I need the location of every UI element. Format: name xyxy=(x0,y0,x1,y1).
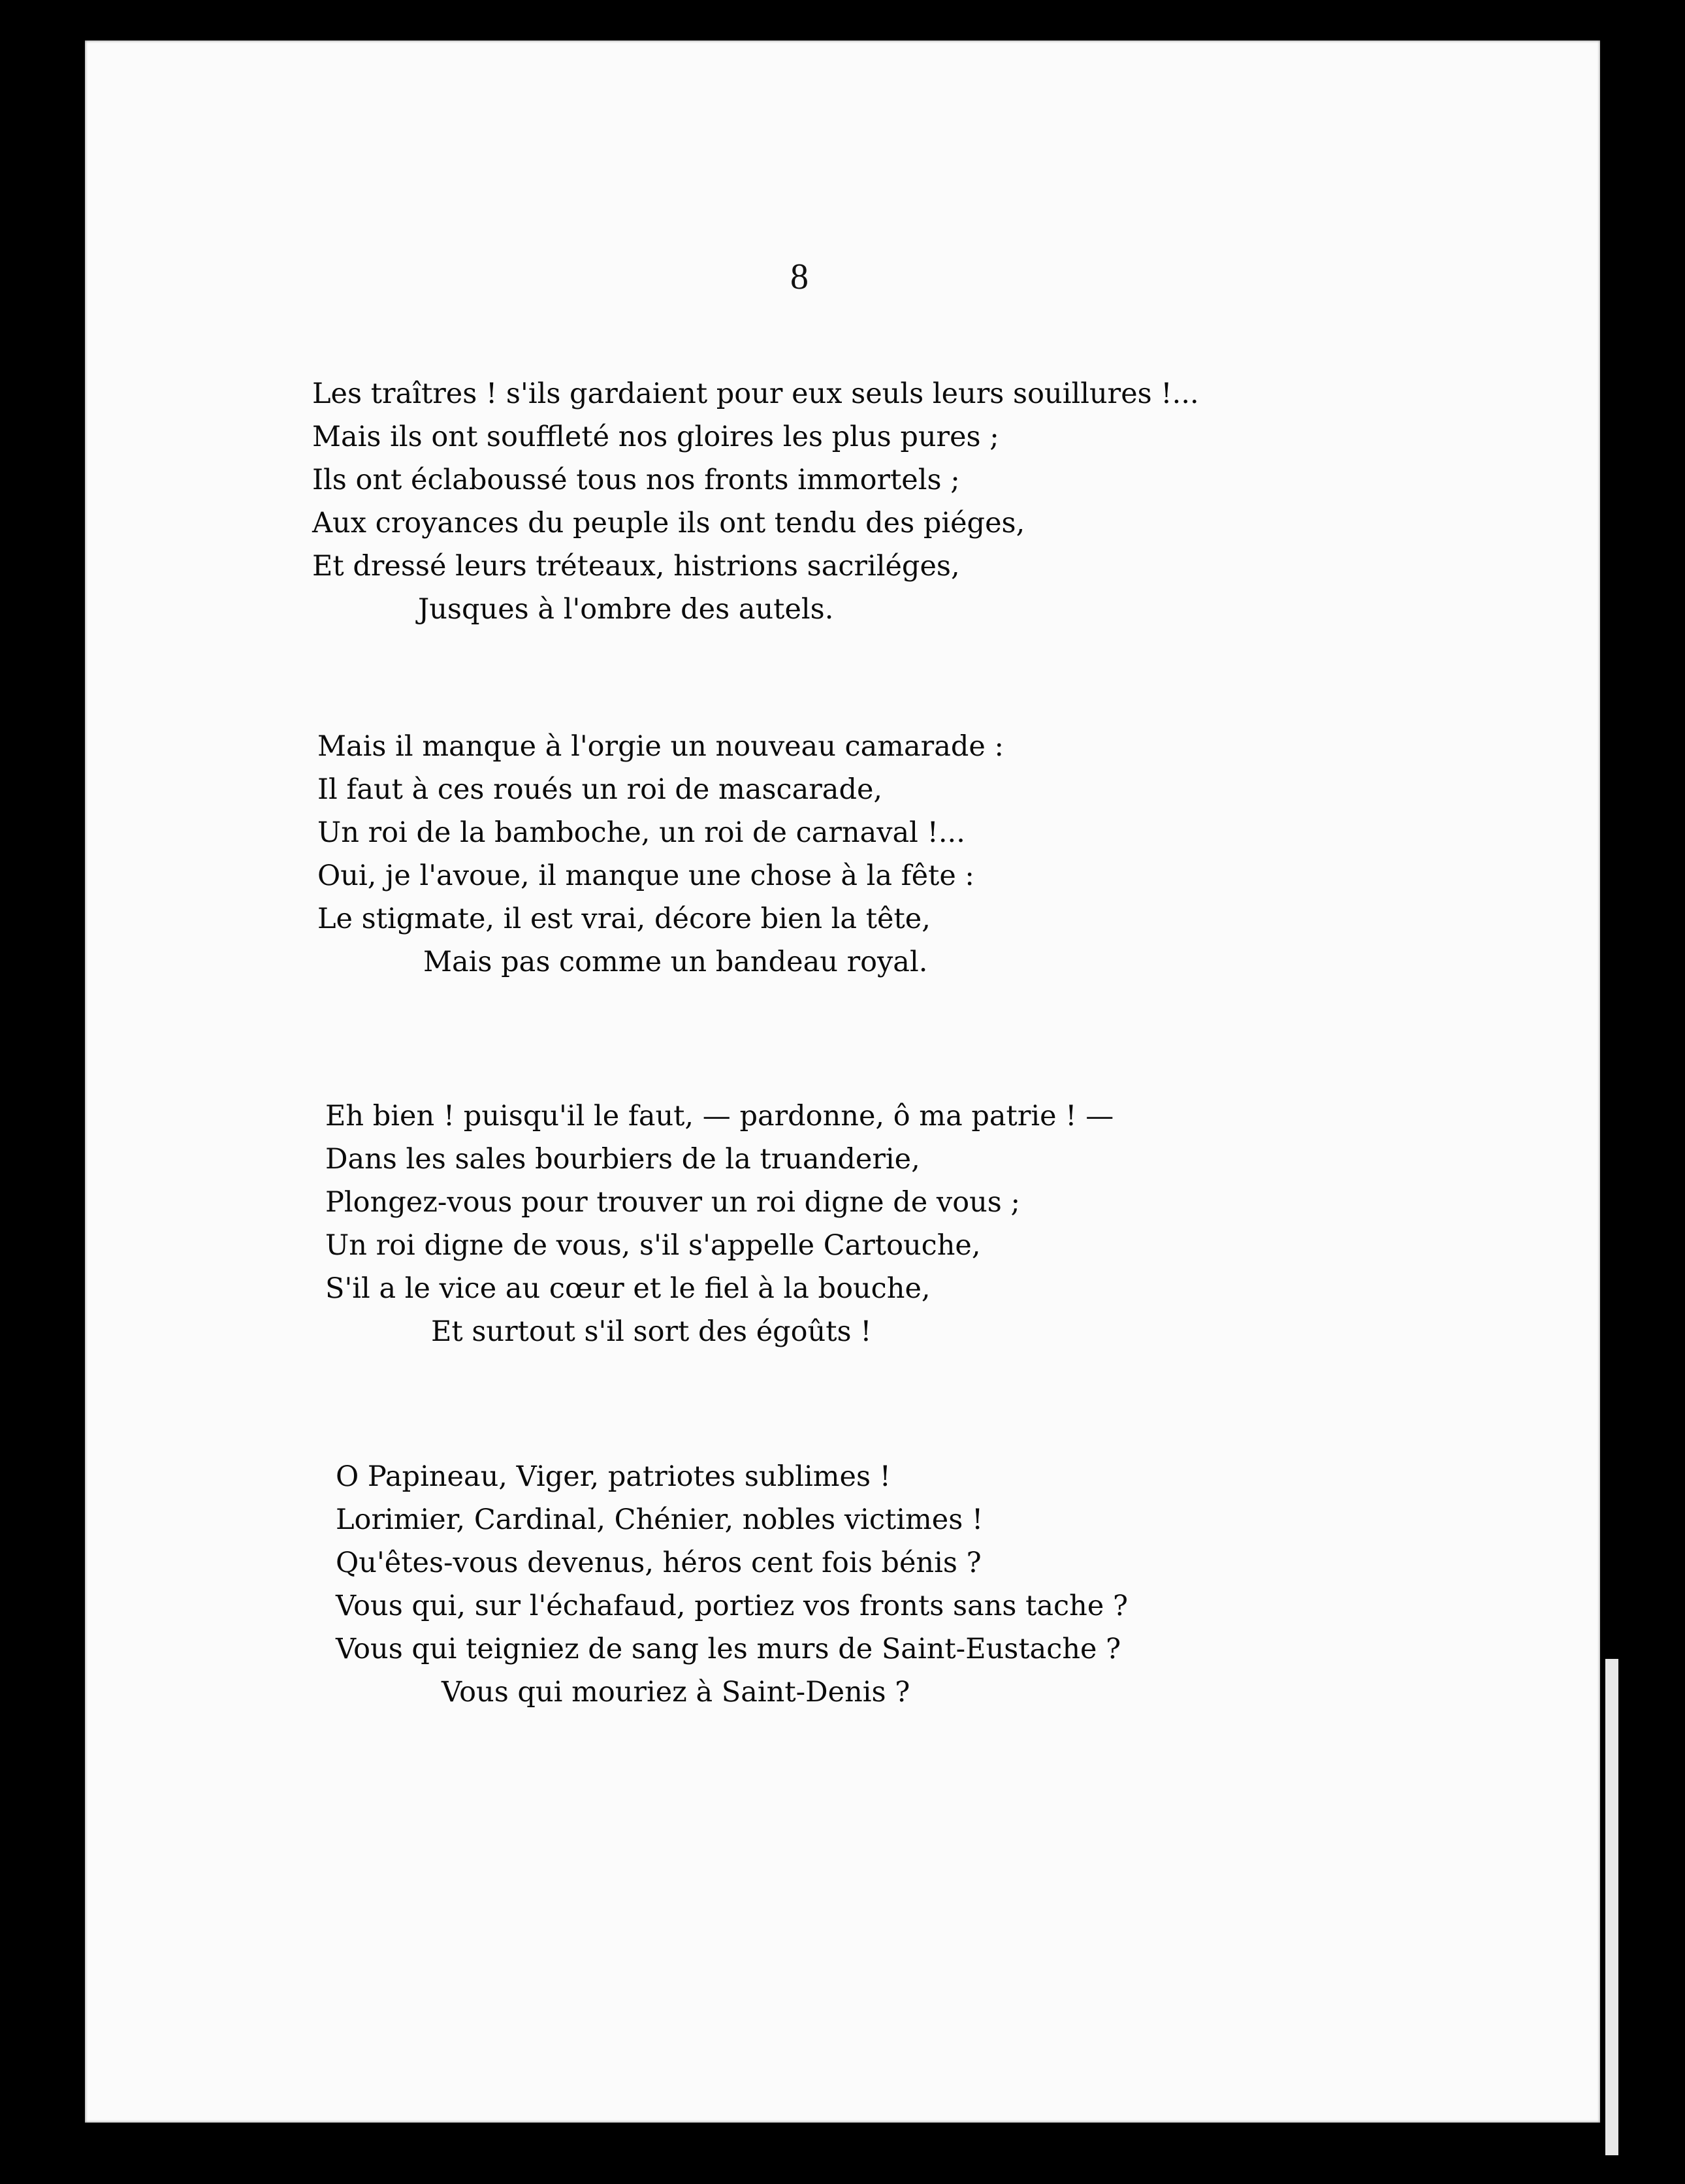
verse-line: Mais ils ont souffleté nos gloires les plus pures ; xyxy=(312,421,999,453)
verse-line-refrain: Et surtout s'il sort des égoûts ! xyxy=(431,1315,872,1348)
paper-page xyxy=(85,40,1600,2123)
verse-line: Plongez-vous pour trouver un roi digne de vous ; xyxy=(325,1186,1021,1219)
verse-line-refrain: Mais pas comme un bandeau royal. xyxy=(423,946,928,978)
verse-line: Aux croyances du peuple ils ont tendu des piéges, xyxy=(312,507,1025,539)
verse-line: Ils ont éclaboussé tous nos fronts immortels ; xyxy=(312,464,960,496)
verse-line: S'il a le vice au cœur et le fiel à la bouche, xyxy=(325,1272,931,1305)
verse-line: Il faut à ces roués un roi de mascarade, xyxy=(317,773,883,806)
verse-line: Oui, je l'avoue, il manque une chose à la fête : xyxy=(317,859,974,892)
verse-line: Et dressé leurs tréteaux, histrions sacriléges, xyxy=(312,550,960,583)
verse-line: Les traîtres ! s'ils gardaient pour eux seuls leurs souillures !... xyxy=(312,377,1199,410)
verse-line-refrain: Vous qui mouriez à Saint-Denis ? xyxy=(441,1676,910,1709)
page-number: 8 xyxy=(790,257,809,297)
stanza-4 xyxy=(336,1455,1128,1714)
verse-line: Lorimier, Cardinal, Chénier, nobles victimes ! xyxy=(336,1503,984,1536)
verse-line: Vous qui, sur l'échafaud, portiez vos fronts sans tache ? xyxy=(336,1590,1129,1622)
verse-line: Mais il manque à l'orgie un nouveau camarade : xyxy=(317,730,1004,763)
verse-line: Eh bien ! puisqu'il le faut, — pardonne, ô ma patrie ! — xyxy=(325,1100,1114,1132)
verse-line: Vous qui teigniez de sang les murs de Saint-Eustache ? xyxy=(336,1633,1121,1665)
verse-line: Un roi digne de vous, s'il s'appelle Cartouche, xyxy=(325,1229,981,1262)
verse-line: O Papineau, Viger, patriotes sublimes ! xyxy=(336,1460,891,1493)
stanza-3 xyxy=(325,1095,1114,1353)
verse-line: Le stigmate, il est vrai, décore bien la tête, xyxy=(317,903,931,935)
stanza-1 xyxy=(312,372,1199,631)
stanza-2 xyxy=(317,725,1004,984)
verse-line-refrain: Jusques à l'ombre des autels. xyxy=(418,593,834,626)
verse-line: Un roi de la bamboche, un roi de carnaval !... xyxy=(317,816,965,849)
verse-line: Dans les sales bourbiers de la truanderie, xyxy=(325,1143,920,1176)
page-edge-shadow xyxy=(1605,1659,1618,2155)
verse-line: Qu'êtes-vous devenus, héros cent fois bénis ? xyxy=(336,1547,982,1579)
